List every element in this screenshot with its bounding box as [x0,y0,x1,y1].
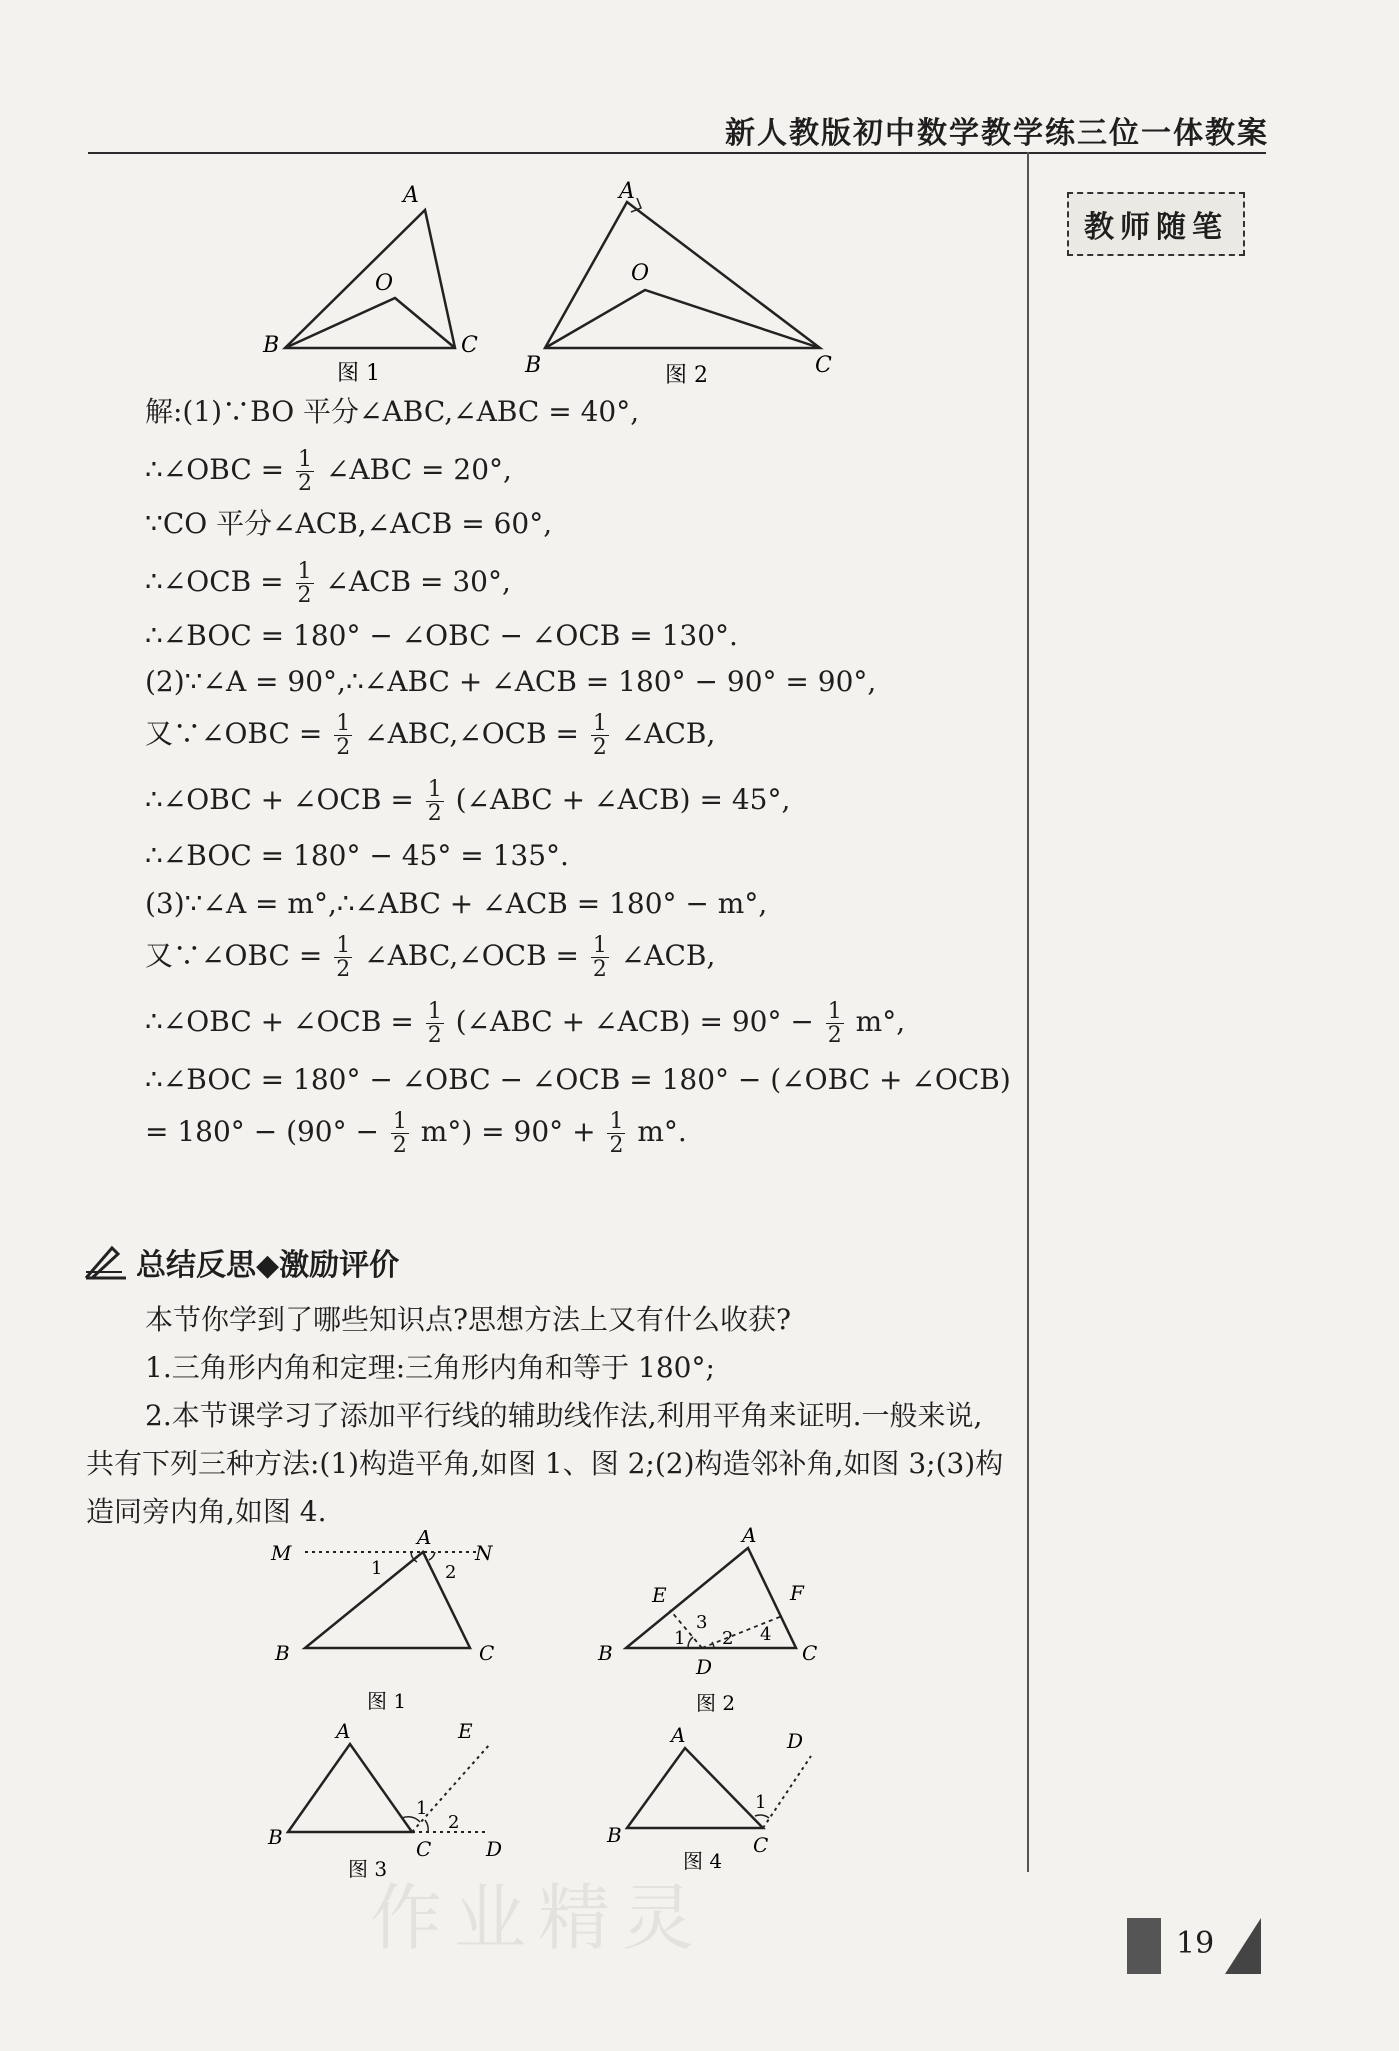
fraction-half: $\frac{1}{2}$ [427,777,442,827]
watermark: 作业精灵 [370,1876,707,1960]
solution-line-6: (2)∵∠A = 90°,∴∠ABC + ∠ACB = 180° − 90° = 90°, [145,665,877,698]
solution-line-11: 又∵∠OBC = $\frac{1}{2}$ ∠ABC,∠OCB = $\frac{1}{2}$ ∠ACB, [145,933,716,983]
svg-text:1: 1 [416,1798,428,1819]
svg-text:B: B [607,1823,622,1847]
svg-text:1: 1 [371,1558,383,1579]
svg-text:1: 1 [674,1628,686,1649]
solution-line-4: ∴∠OCB = $\frac{1}{2}$ ∠ACB = 30°, [145,559,511,609]
fig1-label-O: O [375,271,394,296]
svg-text:N: N [475,1541,493,1565]
fig2-label-A: A [619,180,635,204]
pencil-icon [82,1242,128,1282]
svg-text:1: 1 [755,1792,767,1813]
bottom-figure-2 [590,1518,840,1718]
top-figure-2 [515,180,845,390]
svg-text:D: D [787,1729,804,1753]
svg-text:B: B [275,1641,290,1665]
solution-line-12: ∴∠OBC + ∠OCB = $\frac{1}{2}$ (∠ABC + ∠ACB) = 90° − $\frac{1}{2}$ m°, [145,999,906,1049]
svg-text:A: A [417,1530,432,1549]
fraction-half: $\frac{1}{2}$ [298,447,313,497]
svg-text:B: B [598,1641,613,1665]
summary-question: 本节你学到了哪些知识点?思想方法上又有什么收获? [145,1303,792,1336]
header-title: 新人教版初中数学教学练三位一体教案 [725,116,1269,151]
summary-point-2-line-1: 2.本节课学习了添加平行线的辅助线作法,利用平角来证明.一般来说, [145,1399,983,1432]
fraction-half: $\frac{1}{2}$ [592,711,607,761]
solution-line-5: ∴∠BOC = 180° − ∠OBC − ∠OCB = 130°. [145,619,738,652]
svg-text:M: M [271,1541,292,1565]
top-figure-1 [255,180,495,390]
fraction-half: $\frac{1}{2}$ [392,1109,407,1159]
fraction-half: $\frac{1}{2}$ [609,1109,624,1159]
fig2-label-C: C [815,353,832,378]
bottom-figure-1 [265,1530,515,1720]
fig1-label-A: A [403,183,419,208]
solution-line-10: (3)∵∠A = m°,∴∠ABC + ∠ACB = 180° − m°, [145,887,768,920]
solution-line-8: ∴∠OBC + ∠OCB = $\frac{1}{2}$ (∠ABC + ∠ACB) = 45°, [145,777,791,827]
svg-text:图 3: 图 3 [348,1857,388,1881]
teacher-notes-label: 教师随笔 [1067,192,1245,256]
fraction-half: $\frac{1}{2}$ [336,933,351,983]
svg-text:A: A [671,1723,686,1747]
svg-text:图 1: 图 1 [367,1689,407,1713]
svg-text:F: F [790,1581,804,1605]
svg-text:图 2: 图 2 [696,1691,736,1715]
fraction-half: $\frac{1}{2}$ [827,999,842,1049]
page-corner-triangle [1225,1918,1261,1974]
fraction-half: $\frac{1}{2}$ [427,999,442,1049]
solution-line-3: ∵CO 平分∠ACB,∠ACB = 60°, [145,507,553,540]
fig2-caption: 图 2 [665,363,708,388]
svg-text:C: C [479,1641,495,1665]
summary-point-2-line-2: 共有下列三种方法:(1)构造平角,如图 1、图 2;(2)构造邻补角,如图 3;(3)构 [86,1447,1004,1480]
fig1-label-B: B [263,333,280,358]
svg-text:B: B [268,1825,283,1849]
solution-line-1: 解:(1)∵BO 平分∠ABC,∠ABC = 40°, [145,395,640,428]
solution-line-14: = 180° − (90° − $\frac{1}{2}$ m°) = 90° + $\frac{1}{2}$ m°. [145,1109,687,1159]
svg-text:3: 3 [696,1612,708,1633]
svg-text:2: 2 [445,1562,457,1583]
fig2-label-B: B [525,353,542,378]
fraction-half: $\frac{1}{2}$ [592,933,607,983]
page-number-bar [1127,1918,1161,1974]
fig2-label-O: O [631,261,650,286]
svg-text:E: E [458,1720,473,1743]
svg-text:A: A [742,1523,757,1547]
solution-line-2: ∴∠OBC = $\frac{1}{2}$ ∠ABC = 20°, [145,447,512,497]
svg-text:A: A [336,1720,351,1743]
svg-text:C: C [753,1833,769,1857]
solution-line-13: ∴∠BOC = 180° − ∠OBC − ∠OCB = 180° − (∠OBC + ∠OCB) [145,1063,1011,1096]
svg-text:4: 4 [760,1624,772,1645]
svg-text:D: D [696,1655,713,1679]
summary-heading: 总结反思◆激励评价 [82,1240,399,1284]
fraction-half: $\frac{1}{2}$ [297,559,312,609]
fraction-half: $\frac{1}{2}$ [336,711,351,761]
svg-text:C: C [416,1837,432,1861]
solution-line-9: ∴∠BOC = 180° − 45° = 135°. [145,839,569,872]
sidebar-divider [1027,152,1029,1872]
svg-text:E: E [652,1583,667,1607]
solution-line-7: 又∵∠OBC = $\frac{1}{2}$ ∠ABC,∠OCB = $\frac{1}{2}$ ∠ACB, [145,711,716,761]
summary-point-2-line-3: 造同旁内角,如图 4. [86,1495,327,1528]
summary-point-1: 1.三角形内角和定理:三角形内角和等于 180°; [145,1351,715,1384]
page-number: 19 [1176,1926,1215,1961]
svg-text:图 4: 图 4 [683,1849,723,1873]
header-rule [88,152,1266,154]
svg-text:2: 2 [722,1628,734,1649]
svg-text:D: D [486,1837,503,1861]
fig1-caption: 图 1 [337,361,380,386]
svg-text:C: C [802,1641,818,1665]
fig1-label-C: C [461,333,478,358]
svg-text:2: 2 [448,1812,460,1833]
